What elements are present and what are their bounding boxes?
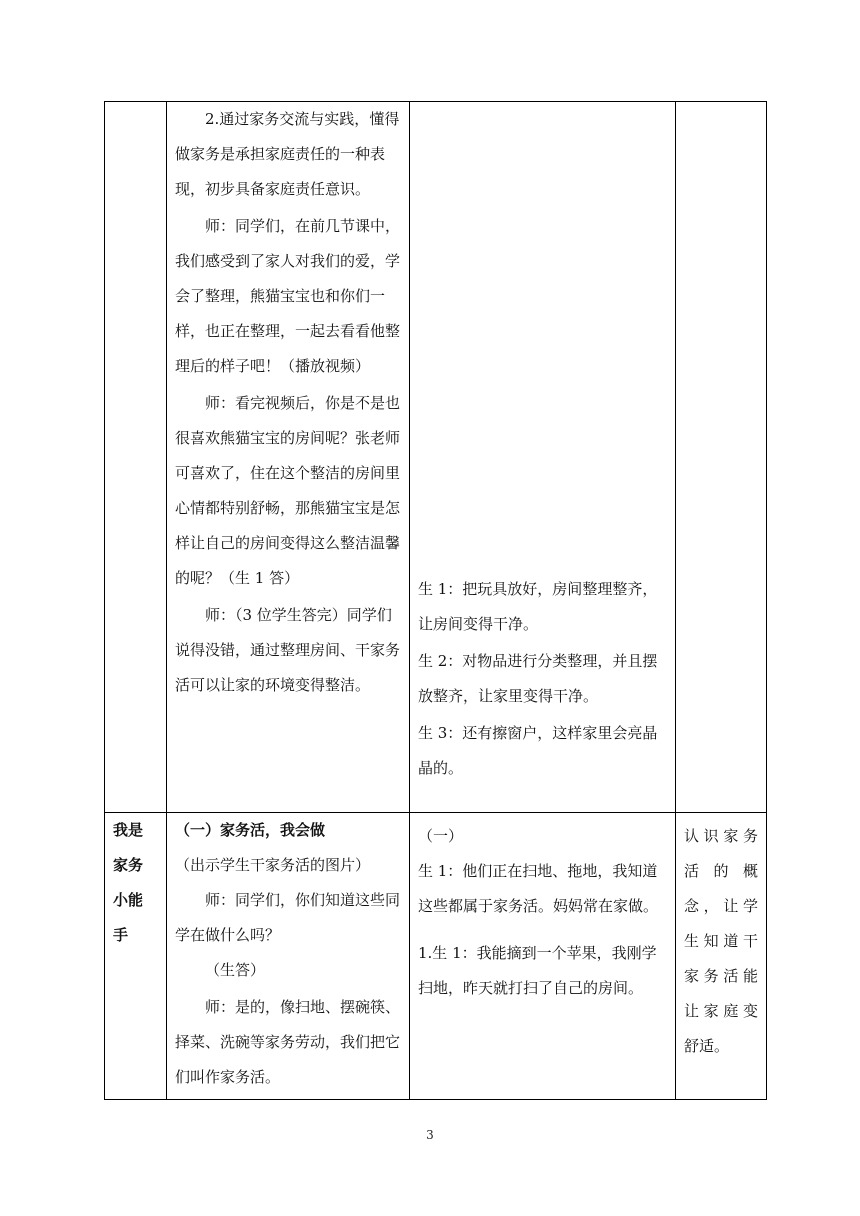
table-row [105, 813, 767, 1100]
paragraph: 生 3：还有擦窗户，这样家里会亮晶晶的。 [418, 724, 658, 777]
section-title-line: 我是 [113, 821, 144, 839]
paragraph: 师：（3 位学生答完）同学们说得没错，通过整理房间、干家务活可以让家的环境变得整洁。 [175, 606, 401, 694]
objective-cell [676, 102, 767, 813]
student-activity-cell [410, 813, 676, 1100]
page-number: 3 [426, 1128, 434, 1142]
paragraph: 师：看完视频后，你是不是也很喜欢熊猫宝宝的房间呢？张老师可喜欢了，住在这个整洁的房间里心情都特别舒畅，那熊猫宝宝是怎样让自己的房间变得这么整洁温馨的呢？（生 1 答） [175, 394, 401, 587]
objective-cell: 认识家务活的概念，让学生知道干家务活能让家庭变舒适。 [676, 813, 767, 1100]
paragraph: 生 1：把玩具放好，房间整理整齐，让房间变得干净。 [418, 580, 658, 633]
paragraph: 师：同学们，在前几节课中，我们感受到了家人对我们的爱，学会了整理，熊猫宝宝也和你们一样，也正在整理，一起去看看他整理后的样子吧！（播放视频） [175, 217, 401, 375]
table-row [105, 102, 767, 813]
teacher-activity-cell [167, 102, 410, 813]
paragraph: 生 1：他们正在扫地、拖地，我知道这些都属于家务活。妈妈常在家做。 [418, 862, 659, 915]
paragraph: 师：是的，像扫地、摆碗筷、择菜、洗碗等家务劳动，我们把它们叫作家务活。 [175, 998, 401, 1086]
activity-heading: （一）家务活，我会做 [175, 821, 326, 839]
teacher-activity-cell [167, 813, 410, 1100]
paragraph: （一） [418, 827, 464, 845]
section-title-line: 手 [113, 926, 129, 944]
paragraph: 1.生 1：我能摘到一个苹果，我刚学扫地，昨天就打扫了自己的房间。 [418, 944, 657, 997]
section-cell [105, 102, 167, 813]
section-title-cell [105, 813, 167, 1100]
paragraph: （生答） [205, 961, 266, 979]
section-title-line: 小能 [113, 891, 144, 909]
student-activity-cell [410, 102, 676, 813]
paragraph: 生 2：对物品进行分类整理，并且摆放整齐，让家里变得干净。 [418, 652, 658, 705]
lesson-plan-table [104, 101, 767, 1100]
paragraph: （出示学生干家务活的图片） [175, 856, 371, 874]
section-title-line: 家务 [113, 856, 144, 874]
paragraph: 2.通过家务交流与实践，懂得做家务是承担家庭责任的一种表现，初步具备家庭责任意识。 [175, 110, 400, 198]
paragraph: 师：同学们，你们知道这些同学在做什么吗？ [175, 891, 401, 944]
